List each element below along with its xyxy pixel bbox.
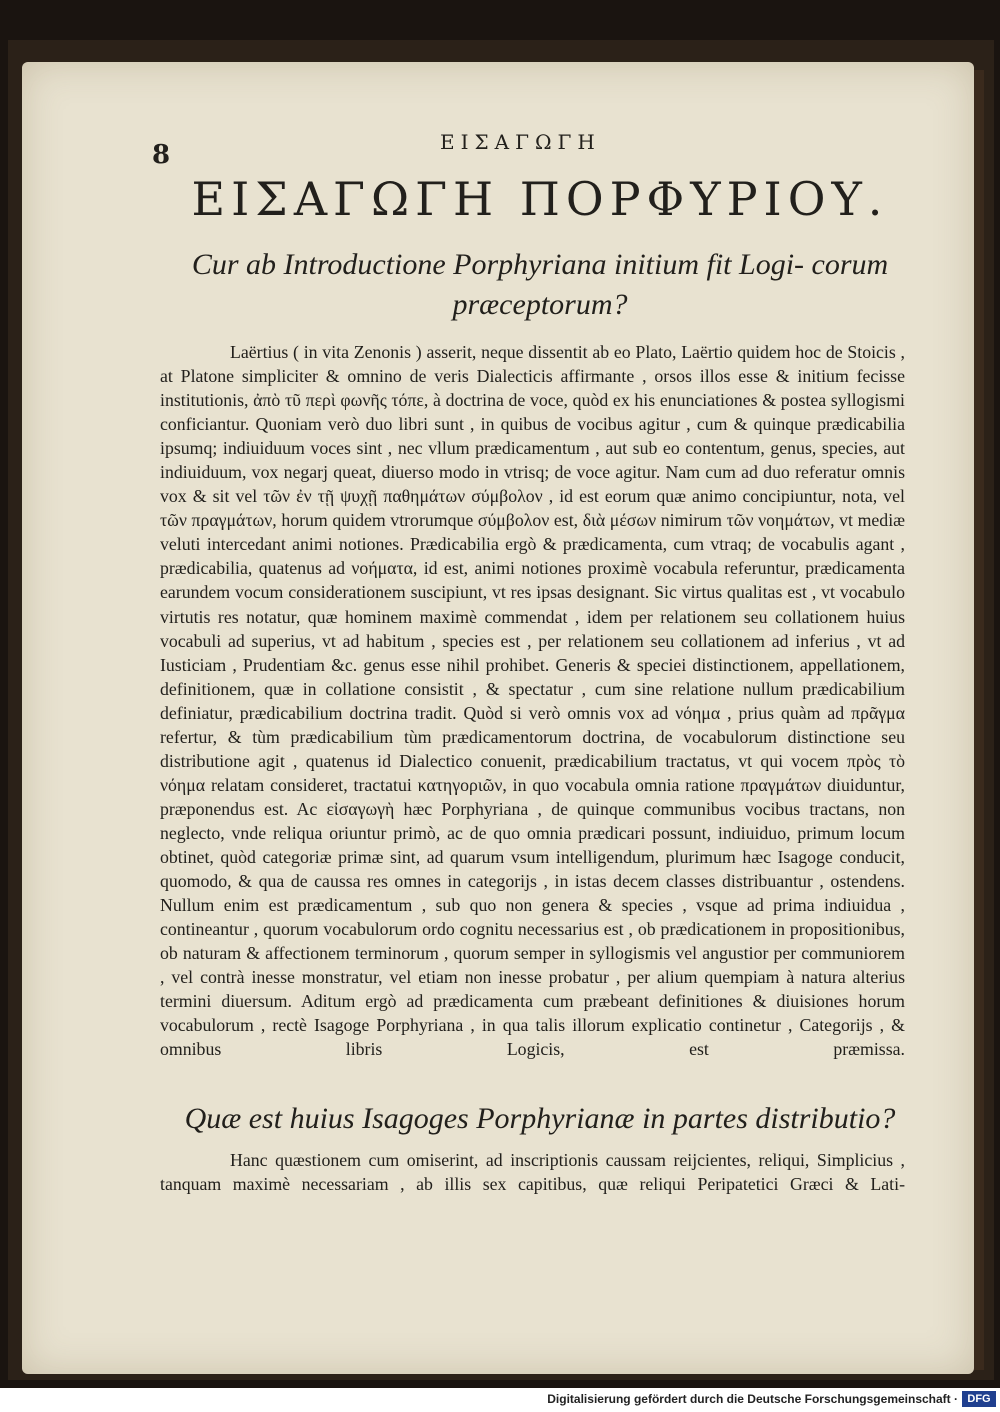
page-title: ΕΙΣΑΓΩΓΗ ΠΟΡΦΥΡΙΟΥ. — [191, 172, 889, 226]
funding-text: Digitalisierung gefördert durch die Deutsche Forschungsgemeinschaft · — [547, 1392, 958, 1406]
page-number: 8 — [152, 140, 171, 170]
running-head: ΕΙΣΑΓΩΓΗ — [440, 130, 601, 154]
body-paragraph-1 — [160, 340, 905, 1061]
question-heading-1: Cur ab Introductione Porphyriana initium fit Logi- corum præceptorum? — [191, 248, 889, 321]
paragraph-1-text: Laërtius ( in vita Zenonis ) asserit, neque dissentit ab eo Plato, Laërtio quidem hoc de Stoicis , at Platone simpliciter & omnino de veris Dialecticis affirmante , orsos illos esse & initium fecisse institutionis, ἀπὸ τῦ περὶ φωνῆς τόπε, à doctrina de voce, quòd ex his enunciationes & postea syllogismi conficiantur. Quoniam verò duo libri sunt , in quibus de vocibus agitur , cum & quinque prædicabilia ipsumq; indiuiduum voces sint , nec vllum prædicamentum , aut sub eo contentum, genus, species, aut indiuiduum, vox negarj queat, diuerso modo in vtrisq; de voce agitur. Nam cum ad duo referatur omnis vox & sit vel τῶν ἐν τῇ ψυχῇ παθημάτων σύμβολον , id est eorum quæ animo concipiuntur, nota, vel τῶν πραγμάτων, horum quidem vtrorumque σύμβολον est, διὰ μέσων nimirum τῶν νοημάτων, vt mediæ veluti intercedant animi notiones. Prædicabilia ergò & prædicamenta, cum vtraq; de vocabulis agant , prædicabilia, quatenus ad νοήματα, id est, animi notiones proximè vocabula referuntur, prædicamenta earundem vocum considerationem suscipiunt, vt res ipsas designant. Sic virtus qualitas est , vt vocabulo virtutis res notatur, quæ hominem maximè commendat , idem per relationem seu collationem huius vocabuli ad superius, vt ad habitum , species est , per relationem seu collationem ad inferius , vt ad Iusticiam , Prudentiam &c. genus esse nihil prohibet. Generis & speciei distinctionem, appellationem, definitionem, quæ in collatione consistit , & spectatur , cum sine relatione nullum prædicabilium definiatur, prædicabilium doctrina tradit. Quòd si verò omnis vox ad νόημα , prius quàm ad πρᾶγμα refertur, & tùm prædicabilium tùm prædicamentorum doctrina, de vocabulorum distinctione seu distributione agit , quatenus id Dialectico conuenit, prædicabilium tractatus, vt qui vocem πρὸς τὸ νόημα relatam consideret, tractatui κατηγοριῶν, in quo vocabula omnia ratione πραγμάτων diuiduntur, præponendus est. Ac εἰσαγωγὴ hæc Porphyriana , de quinque communibus vocibus tractans, non neglecto, vnde reliqua oriuntur primò, ac de quo omnia prædicari possunt, indiuiduo, primum locum obtinet, quòd categoriæ primæ sint, ad quarum vsum intelligendum, plurimum hæc Isagoge conducit, quomodo, & qua de caussa res omnes in categorijs , in istas decem classes distribuantur , ostendens. Nullum enim est prædicamentum , sub quo non genera & species , vsque ad prima indiuidua , contineantur , quorum vocabulorum ordo cognitu necessarius est , ob prædicationem in propositionibus, ob naturam & affectionem terminorum , quorum semper in syllogismis vel angustior per communiorem , vel contrà inesse monstratur, vel etiam non inesse probatur , per alium quempiam à natura alterius termini diuersum. Aditum ergò ad prædicamenta cum præbeant definitiones & diuisiones horum vocabulorum , rectè Isagoge Porphyriana , in qua talis illorum explicatio continetur , Categorijs , & omnibus libris Logicis, est præmissa. — [160, 342, 905, 1060]
funding-footer — [0, 1388, 1000, 1412]
paragraph-2-text: Hanc quæstionem cum omiserint, ad inscriptionis caussam reijcientes, reliqui, Simplicius , tanquam maximè necessariam , ab illis sex capitibus, quæ reliqui Peripatetici Græci & Lati- — [160, 1150, 905, 1195]
body-paragraph-2 — [160, 1148, 905, 1196]
dfg-logo: DFG — [962, 1391, 996, 1407]
question-heading-2: Quæ est huius Isagoges Porphyrianæ in partes distributio? — [184, 1102, 896, 1135]
